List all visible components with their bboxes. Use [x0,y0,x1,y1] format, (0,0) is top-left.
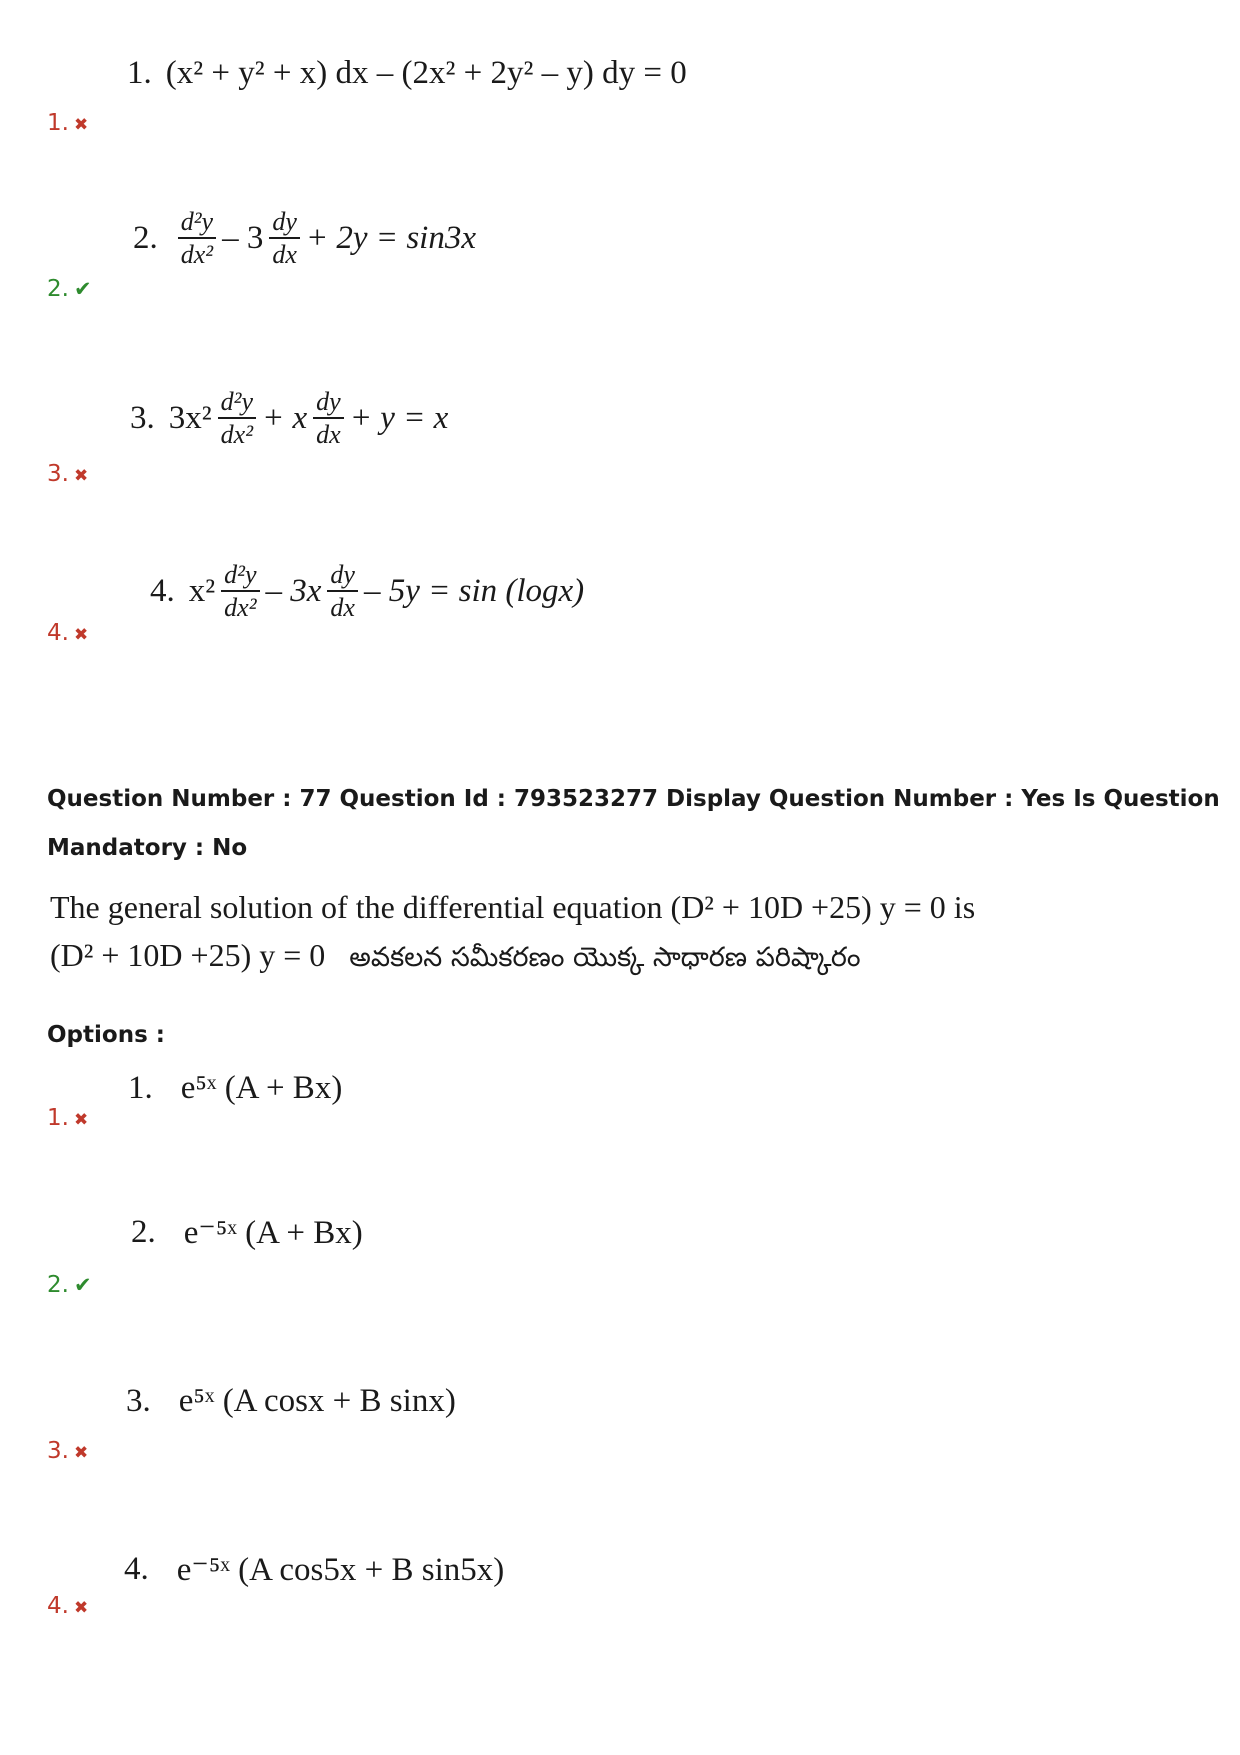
correct-check-icon: ✔ [73,277,92,301]
fraction-dy-dx [269,208,300,269]
fraction-d2y-dx2 [218,388,256,449]
question-text-telugu: అవకలన సమీకరణం యొక్క సాధారణ పరిష్కారం [349,942,861,973]
fraction-dy-dx [313,388,344,449]
denominator: dx² [180,240,214,270]
numerator: d²y [218,388,256,419]
marker-number: 4. [47,620,69,646]
option-number: 2. [133,219,158,256]
question-text-english: The general solution of the differential equation (D² + 10D +25) y = 0 is [50,889,976,925]
wrong-icon: ✖ [73,466,89,486]
denominator: dx [272,240,297,270]
option-number: 2. [131,1213,156,1250]
marker-number: 2. [47,276,69,302]
option-4-marker [47,1593,88,1619]
wrong-icon: ✖ [73,115,89,135]
option-number: 3. [130,399,155,436]
equation-part: – 3 [222,219,264,256]
option-number: 3. [126,1383,151,1419]
marker-number: 3. [47,1438,69,1464]
equation-part: + 2y = sin3x [305,219,476,256]
equation-text: e⁻⁵ˣ (A cos5x + B sin5x) [176,1552,505,1588]
equation-part: – 5y = sin (logx) [363,572,585,609]
denominator: dx [316,420,341,450]
marker-number: 1. [47,110,69,136]
question-text-telugu-line [50,931,975,982]
equation-text: e⁻⁵ˣ (A + Bx) [183,1215,363,1251]
question-header-line1: Question Number : 77 Question Id : 793523277 Display Question Number : Yes Is Question [47,786,1220,812]
option-3-equation [126,1383,456,1420]
prev-option-4-marker [47,620,88,646]
question-equation: (D² + 10D +25) y = 0 [50,937,326,973]
marker-number: 1. [47,1105,69,1131]
wrong-icon: ✖ [73,1443,89,1463]
correct-check-icon: ✔ [73,1273,92,1297]
equation-part: + x [262,399,308,436]
numerator: d²y [221,561,259,592]
denominator: dx² [220,420,253,450]
option-2-equation [131,1212,363,1252]
denominator: dx² [224,593,257,623]
numerator: dy [313,388,344,419]
marker-number: 4. [47,1593,69,1619]
equation-text: e⁵ˣ (A + Bx) [180,1070,343,1106]
option-number: 4. [150,572,175,609]
wrong-icon: ✖ [73,1110,89,1130]
prev-option-1-equation [127,55,687,92]
option-number: 4. [124,1550,149,1587]
prev-option-2-marker [47,276,92,302]
options-label: Options : [47,1022,165,1048]
question-text [50,883,975,982]
wrong-icon: ✖ [73,1598,89,1618]
equation-part: x² [188,572,216,609]
option-1-marker [47,1105,88,1131]
equation-text: (x² + y² + x) dx – (2x² + 2y² – y) dy = 0 [165,55,687,91]
numerator: dy [327,561,358,592]
fraction-dy-dx [327,561,358,622]
equation-part: 3x² [168,399,212,436]
option-number: 1. [128,1070,153,1106]
option-4-equation [124,1549,504,1589]
prev-option-3-equation [130,388,448,449]
prev-option-2-equation [133,208,476,269]
prev-option-3-marker [47,461,88,487]
marker-number: 3. [47,461,69,487]
prev-option-4-equation [150,561,584,622]
numerator: d²y [178,208,216,239]
option-3-marker [47,1438,88,1464]
equation-text: e⁵ˣ (A cosx + B sinx) [178,1383,456,1419]
fraction-d2y-dx2 [221,561,259,622]
equation-part: + y = x [349,399,449,436]
marker-number: 2. [47,1272,69,1298]
fraction-d2y-dx2 [178,208,216,269]
prev-option-1-marker [47,110,88,136]
denominator: dx [330,593,355,623]
option-1-equation [128,1070,342,1107]
option-number: 1. [127,55,152,91]
numerator: dy [269,208,300,239]
equation-part: – 3x [265,572,322,609]
question-header-line2: Mandatory : No [47,835,248,861]
wrong-icon: ✖ [73,625,89,645]
option-2-marker [47,1272,92,1298]
